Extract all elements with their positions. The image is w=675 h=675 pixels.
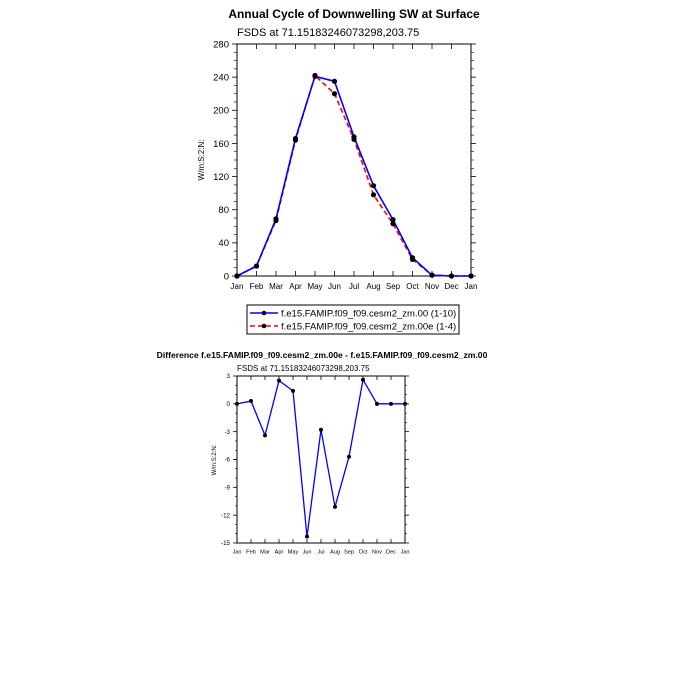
- difference-chart: [157, 350, 488, 556]
- data-point-marker: [390, 221, 395, 226]
- difference-series-line: [237, 380, 405, 537]
- chart-title: Annual Cycle of Downwelling SW at Surface: [228, 7, 480, 21]
- data-point-marker: [429, 273, 434, 278]
- x-tick-label: Jan: [232, 549, 242, 556]
- data-point-marker: [291, 389, 295, 393]
- plot-frame: [237, 44, 471, 276]
- y-tick-label: 0: [223, 271, 229, 283]
- data-point-marker: [389, 402, 393, 406]
- data-point-marker: [235, 402, 239, 406]
- x-tick-label: Mar: [260, 549, 270, 556]
- data-point-marker: [254, 263, 259, 268]
- legend-label-series-b: f.e15.FAMIP.f09_f09.cesm2_zm.00e (1-4): [281, 321, 457, 333]
- chart-subtitle: FSDS at 71.15183246073298,203.75: [237, 27, 420, 39]
- data-point-marker: [371, 192, 376, 197]
- data-point-marker: [449, 273, 454, 278]
- axis-ticks: [232, 44, 476, 276]
- data-point-marker: [277, 379, 281, 383]
- y-tick-label: 280: [213, 39, 229, 51]
- x-tick-label: Jan: [464, 282, 478, 291]
- x-tick-label: Jun: [328, 282, 341, 291]
- y-tick-label: 200: [213, 105, 229, 117]
- x-tick-label: Apr: [274, 549, 284, 556]
- data-point-marker: [312, 73, 317, 78]
- x-tick-label: Jul: [317, 549, 325, 556]
- y-tick-label: 3: [226, 373, 230, 381]
- data-point-marker: [371, 183, 376, 188]
- y-tick-label: -12: [221, 512, 230, 520]
- y-tick-label: 120: [213, 171, 229, 183]
- x-tick-label: Sep: [385, 282, 401, 291]
- y-tick-label: 240: [213, 72, 229, 84]
- y-tick-label: 40: [218, 238, 229, 250]
- legend-marker-series-b: [262, 324, 267, 329]
- difference-x-tick-labels: [232, 550, 409, 556]
- data-point-marker: [273, 218, 278, 223]
- x-tick-label: Dec: [386, 549, 396, 556]
- x-tick-label: Jan: [400, 549, 410, 556]
- data-point-marker: [332, 91, 337, 96]
- data-point-marker: [347, 455, 351, 459]
- x-tick-label: Sep: [344, 549, 354, 556]
- data-point-marker: [410, 257, 415, 262]
- x-tick-label: Oct: [358, 549, 368, 556]
- x-tick-label: Jun: [302, 549, 312, 556]
- legend-marker-series-a: [262, 311, 267, 316]
- series-line-a: [237, 380, 405, 537]
- data-point-marker: [332, 79, 337, 84]
- difference-y-axis-label: W/m:S:2:N:: [212, 444, 218, 476]
- data-point-marker: [468, 273, 473, 278]
- data-point-marker: [305, 535, 309, 539]
- x-tick-label: Mar: [269, 282, 283, 291]
- x-tick-labels: [231, 282, 478, 291]
- x-tick-label: Nov: [424, 282, 440, 291]
- data-point-marker: [234, 273, 239, 278]
- series-line-b: [237, 75, 471, 276]
- data-point-marker: [293, 138, 298, 143]
- x-tick-label: May: [307, 282, 323, 291]
- difference-plot-frame: [237, 376, 405, 543]
- x-tick-label: Aug: [366, 282, 381, 291]
- legend: [247, 305, 459, 334]
- data-point-marker: [361, 378, 365, 382]
- x-tick-label: Jul: [348, 282, 360, 291]
- y-tick-label: 0: [226, 401, 230, 409]
- y-tick-label: -3: [224, 428, 230, 436]
- x-tick-label: May: [287, 549, 299, 556]
- y-tick-label: 160: [213, 138, 229, 150]
- difference-subtitle: FSDS at 71.15183246073298,203.75: [237, 364, 370, 373]
- data-point-marker: [263, 433, 267, 437]
- x-tick-label: Apr: [289, 282, 302, 291]
- series-lines: [237, 75, 471, 276]
- difference-title: Difference f.e15.FAMIP.f09_f09.cesm2_zm.00e - f.e15.FAMIP.f09_f09.cesm2_zm.00: [156, 350, 488, 360]
- y-tick-label: -6: [224, 456, 230, 464]
- data-point-marker: [351, 137, 356, 142]
- annual-cycle-chart: [197, 7, 480, 334]
- difference-series-markers: [235, 378, 407, 539]
- y-tick-labels: [213, 39, 229, 282]
- data-point-marker: [333, 505, 337, 509]
- data-point-marker: [319, 428, 323, 432]
- series-markers: [234, 73, 473, 279]
- y-tick-label: 80: [218, 205, 229, 217]
- x-tick-label: Oct: [406, 282, 419, 291]
- y-tick-label: -9: [224, 484, 230, 492]
- legend-label-series-a: f.e15.FAMIP.f09_f09.cesm2_zm.00 (1-10): [281, 308, 457, 320]
- x-tick-label: Feb: [246, 549, 256, 556]
- data-point-marker: [249, 399, 253, 403]
- y-axis-label: W/m:S:2:N:: [197, 139, 206, 181]
- data-point-marker: [403, 402, 407, 406]
- series-line-a: [237, 76, 471, 276]
- x-tick-label: Jan: [230, 282, 244, 291]
- difference-y-tick-labels: [221, 373, 231, 547]
- y-tick-label: -15: [221, 540, 230, 548]
- x-tick-label: Feb: [249, 282, 264, 291]
- difference-axis-ticks: [233, 376, 409, 543]
- data-point-marker: [375, 402, 379, 406]
- x-tick-label: Nov: [372, 549, 382, 556]
- x-tick-label: Aug: [330, 549, 340, 556]
- x-tick-label: Dec: [444, 282, 459, 291]
